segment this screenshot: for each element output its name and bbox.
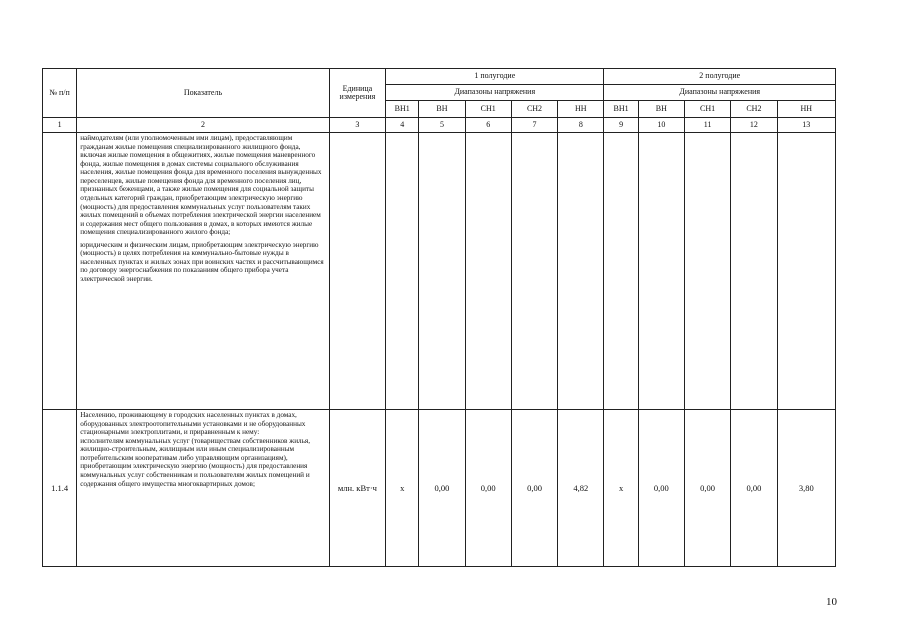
column-number: 12 [731, 118, 777, 133]
table-row [43, 410, 836, 567]
value-cell: 0,00 [419, 410, 465, 567]
voltage-header: ВН [419, 101, 465, 118]
tariff-table [42, 68, 836, 567]
row-text-cell [77, 133, 330, 410]
column-number: 10 [638, 118, 684, 133]
value-cell [731, 133, 777, 410]
value-cell: 3,80 [777, 410, 835, 567]
column-number: 2 [77, 118, 330, 133]
value-cell [684, 133, 730, 410]
value-cell: 0,00 [511, 410, 557, 567]
voltage-header: СН2 [511, 101, 557, 118]
value-cell: 0,00 [684, 410, 730, 567]
row-text-paragraph: Населению, проживающему в городских населенных пунктах в домах, оборудованных электроотопительными установками и не оборудованных стационарными электроплитами, и приравненным к нему: [80, 411, 306, 437]
value-cell: х [604, 410, 638, 567]
header-unit: Единица измерения [329, 69, 385, 118]
value-cell: 0,00 [465, 410, 511, 567]
value-cell [638, 133, 684, 410]
column-number: 9 [604, 118, 638, 133]
row-unit-cell [329, 133, 385, 410]
header-half1: 1 полугодие [386, 69, 604, 85]
value-cell: х [386, 410, 419, 567]
value-cell [419, 133, 465, 410]
header-ranges-h1: Диапазоны напряжения [386, 85, 604, 101]
row-text-cell [77, 410, 330, 567]
value-cell [777, 133, 835, 410]
value-cell: 0,00 [731, 410, 777, 567]
voltage-header: ВН1 [604, 101, 638, 118]
row-unit-cell: млн. кВт·ч [329, 410, 385, 567]
value-cell [386, 133, 419, 410]
header-ranges-h2: Диапазоны напряжения [604, 85, 836, 101]
column-number: 6 [465, 118, 511, 133]
voltage-header: ВН [638, 101, 684, 118]
column-number: 8 [558, 118, 604, 133]
page-number: 10 [826, 596, 837, 608]
column-number: 11 [684, 118, 730, 133]
value-cell [511, 133, 557, 410]
header-num: № п/п [43, 69, 77, 118]
row-text-paragraph: юридическим и физическим лицам, приобретающим электрическую энергию (мощность) в целях потребления на коммунально-бытовые нужды в населенных пунктах и жилых зонах при воинских частях и рассчитывающимся по договору энергоснабжения по показаниям общего прибора учета электрической энергии. [80, 240, 324, 283]
value-cell [465, 133, 511, 410]
header-half2: 2 полугодие [604, 69, 836, 85]
column-number: 13 [777, 118, 835, 133]
table-row [43, 133, 836, 410]
column-number-row [43, 118, 836, 133]
row-num-cell: 1.1.4 [43, 410, 77, 567]
row-text-paragraph: наймодателям (или уполномоченным ими лицам), предоставляющим гражданам жилые помещения специализированного жилищного фонда, включая жилые помещения в общежитиях, жилые помещения маневренного фонда, жилые помещения в домах системы социального обслуживания населения, жилые помещения фонда для временного поселения вынужденных переселенцев, жилые помещения фонда для временного поселения лиц, признанных беженцами, а также жилые помещения для социальной защиты отдельных категорий граждан, приобретающим электрическую энергию (мощность) для предоставления коммунальных услуг пользователям таких жилых помещений в объемах потребления электрической энергии населением и содержания мест общего пользования в домах, в которых имеются жилые помещения специализированного жилого фонда; [80, 134, 322, 237]
column-number: 7 [511, 118, 557, 133]
column-number: 4 [386, 118, 419, 133]
column-number: 1 [43, 118, 77, 133]
value-cell: 0,00 [638, 410, 684, 567]
value-cell: 4,82 [558, 410, 604, 567]
voltage-header: СН1 [465, 101, 511, 118]
voltage-header: СН1 [684, 101, 730, 118]
column-number: 3 [329, 118, 385, 133]
header-indicator: Показатель [77, 69, 330, 118]
voltage-header: НН [777, 101, 835, 118]
value-cell [558, 133, 604, 410]
row-text-paragraph: исполнителям коммунальных услуг (товариществам собственников жилья, жилищно-строительным, жилищным или иным специализированным потребительским кооперативам либо управляющим организациям), приобретающим электрическую энергию (мощность) для предоставления коммунальных услуг собственникам и пользователям жилых помещений и содержания общего имущества многоквартирных домов; [80, 436, 311, 488]
voltage-header: СН2 [731, 101, 777, 118]
voltage-header: НН [558, 101, 604, 118]
voltage-header: ВН1 [386, 101, 419, 118]
row-num-cell [43, 133, 77, 410]
value-cell [604, 133, 638, 410]
column-number: 5 [419, 118, 465, 133]
